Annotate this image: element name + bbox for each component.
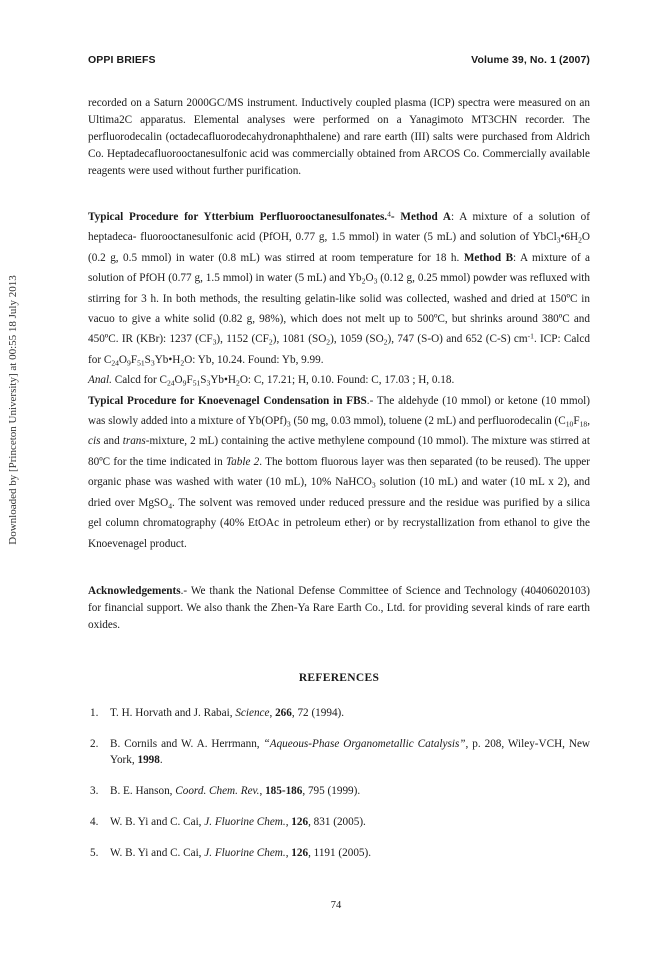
reference-number: 5. <box>90 847 99 859</box>
reference-item: 4. W. B. Yi and C. Cai, J. Fluorine Chem., 126, 831 (2005). <box>90 816 366 828</box>
reference-item: 1. T. H. Horvath and J. Rabai, Science, 266, 72 (1994). <box>90 707 345 719</box>
knoevenagel-procedure: Typical Procedure for Knoevenagel Condensation in FBS.- The aldehyde (10 mmol) or ketone (10 mmol) was slowly added into a mixture of $Yb(OPf)_3$ (50 mg, 0.03 mmol), toluene (2 mL) and perfluorodecalin ($C_{10}F_{18}$, cis and trans-mixture, 2 mL) containing the active methylene compound (10 mmol). The mixture was stirred at 80ºC for the time indicated in Table 2. The bottom fluorous layer was then separated (to be reused). The upper organic phase was washed with water (10 mL), 10% NaHCO$_3$ solution (10 mL) and water (10 mL x 2), and dried over MgSO$_4$. The solvent was removed under reduced pressure and the residue was purified by a silica gel column chromatography (40% EtOAc in petroleum ether) or by recrystallization from ethanol to give the Knoevenagel product. <box>88 394 591 550</box>
download-watermark <box>6 170 20 650</box>
acknowledgements-paragraph <box>88 583 590 634</box>
knoevenagel-heading: Typical Procedure for Knoevenagel Condensation in FBS <box>88 394 367 407</box>
acknowledgements-label: Acknowledgements <box>88 585 181 597</box>
table-reference: Table 2 <box>225 455 260 468</box>
reference-number: 1. <box>90 707 99 719</box>
method-a-label: - Method A <box>390 211 451 223</box>
page-number: 74 <box>330 900 342 911</box>
reference-item: 3. B. E. Hanson, Coord. Chem. Rev., 185-186, 795 (1999). <box>90 785 361 797</box>
reference-number: 4. <box>90 816 99 828</box>
reference-number: 3. <box>90 785 99 797</box>
volume-info: Volume 39, No. 1 (2007) <box>471 54 590 66</box>
procedure-section <box>88 207 590 554</box>
procedure-heading: Typical Procedure for Ytterbium Perfluorooctanesulfonates. <box>88 211 388 223</box>
anal-label: Anal. <box>88 374 112 387</box>
method-b-label: Method B <box>463 251 514 264</box>
download-watermark-text: Downloaded by [Princeton University] at 00:55 18 July 2013 <box>7 275 19 545</box>
journal-section-title: OPPI BRIEFS <box>88 54 156 66</box>
acknowledgements-text: .- We thank the National Defense Committee of Science and Technology (40406020103) for financial support. We also thank the Zhen-Ya Rare Earth Co., Ltd. for providing several kinds of rare earth oxides. <box>88 585 590 631</box>
references-list <box>88 705 590 876</box>
ytterbium-procedure: Typical Procedure for Ytterbium Perfluorooctanesulfonates.$^4$- Method A: A mixture of a solution of heptadeca- fluorooctanesulfonic acid (PfOH, 0.77 g, 1.5 mmol) in water (5 mL) and solution of $YbCl_3•6H_2O$ (0.2 g, 0.5 mmol) in water (0.8 mL) was stirred at room temperature for 18 h. Method B: A mixture of a solution of PfOH (0.77 g, 1.5 mmol) in water (5 mL) and $Yb_2O_3$ (0.12 g, 0.25 mmol) powder was refluxed with stirring for 3 h. In both methods, the resulting gelatin-like solid was collected, washed and dried at 150ºC in vacuo to give a white solid (0.82 g, 98%), which does not melt up to 500ºC, but shrinks around 380ºC and 450ºC. IR (KBr): 1237 $(CF_3)$, 1152 $(CF_2)$, 1081 $(SO_2)$, 1059 $(SO_2)$, 747 (S-O) and 652 (C-S) $cm^{-1}$. ICP: Calcd for $C_{24}O_9F_{51}S_3Yb•H_2O$: Yb, 10.24. Found: Yb, 9.99. <box>88 209 591 368</box>
intro-paragraph <box>88 95 590 180</box>
intro-text: recorded on a Saturn 2000GC/MS instrument. Inductively coupled plasma (ICP) spectra were measured on an Ultima2C apparatus. Elemental analyses were performed on a Yanagimoto MT3CHN recorder. The perfluorodecalin (octadecafluorodecahydronaphthalene) and rare earth (III) salts were purchased from Aldrich Co. Heptadecafluorooctanesulfonic acid was commercially obtained from ARCOS Co. Commercially available reagents were used without further purification. <box>88 97 590 177</box>
elemental-analysis: Anal. Calcd for $C_{24}O_9F_{51}S_3Yb•H_2O$: C, 17.21; H, 0.10. Found: C, 17.03 ; H, 0.18. <box>88 374 455 388</box>
ref-superscript: 4 <box>387 209 391 219</box>
reference-number: 2. <box>90 738 99 750</box>
reference-item: 2. B. Cornils and W. A. Herrmann, “Aqueous-Phase Organometallic Catalysis”, p. 208, Wiley-VCH, New York, 1998. <box>90 738 591 766</box>
references-heading: REFERENCES <box>298 672 380 684</box>
reference-item: 5. W. B. Yi and C. Cai, J. Fluorine Chem., 126, 1191 (2005). <box>90 847 372 859</box>
